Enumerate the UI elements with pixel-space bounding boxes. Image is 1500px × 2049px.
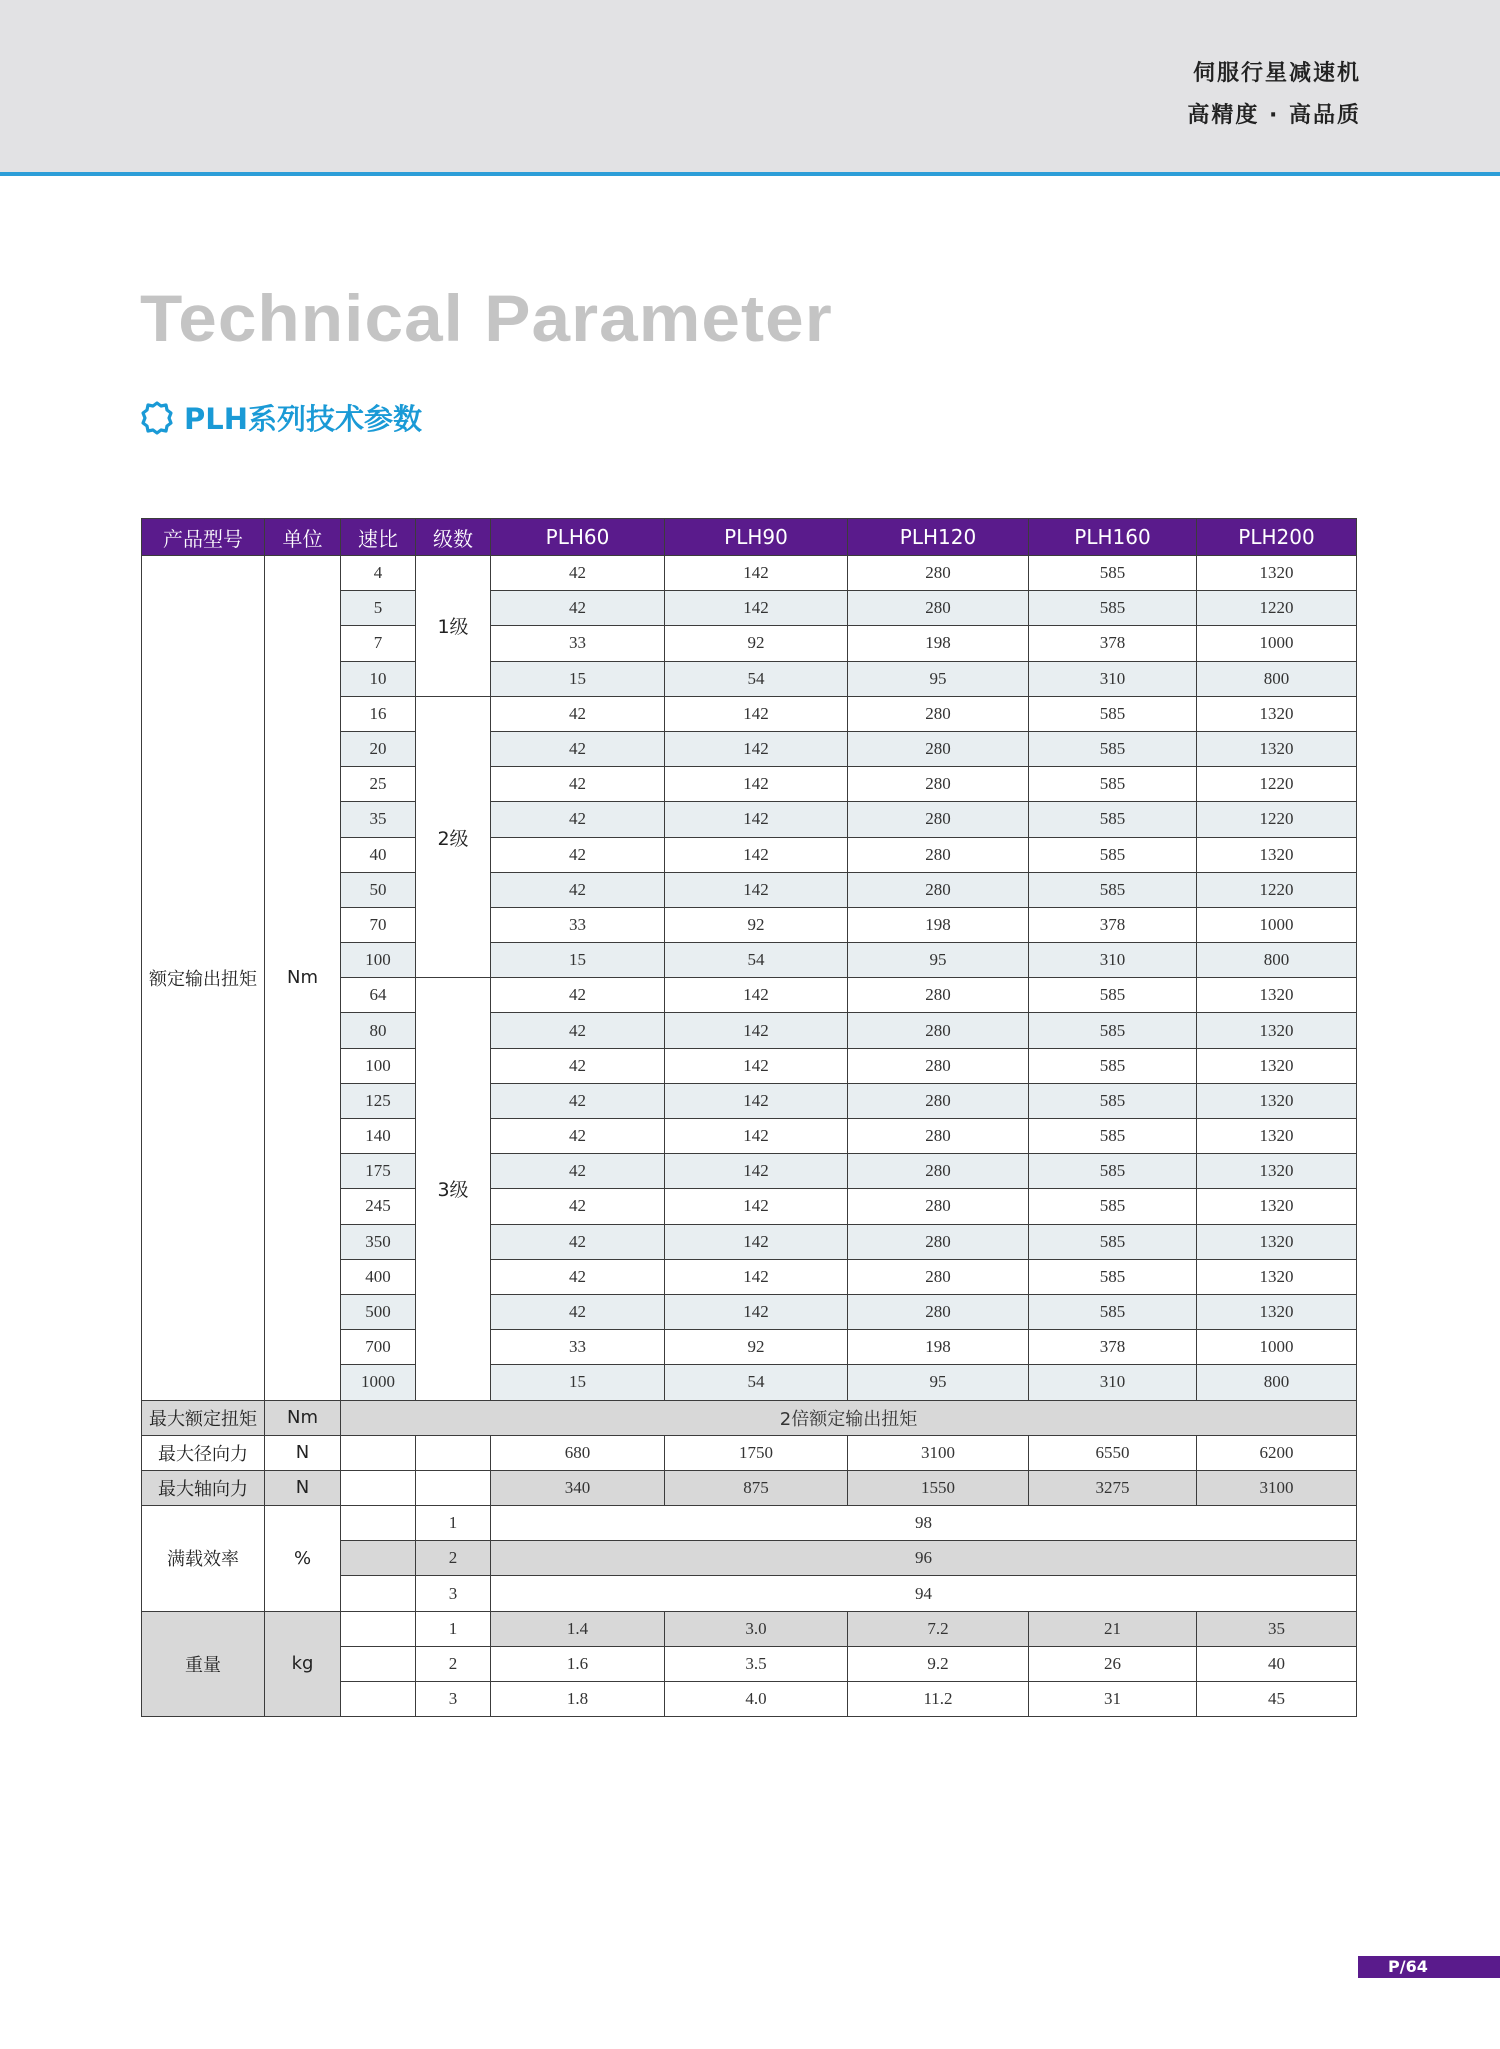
value-cell: 1320 [1197, 1259, 1357, 1294]
spec-table [141, 518, 1357, 1717]
empty-cell [341, 1435, 416, 1470]
ratio-cell: 7 [341, 626, 416, 661]
value-cell: 280 [848, 1119, 1029, 1154]
value-cell: 3.5 [665, 1646, 848, 1681]
value-cell: 33 [491, 1330, 665, 1365]
value-cell: 1320 [1197, 1189, 1357, 1224]
value-cell: 3.0 [665, 1611, 848, 1646]
value-cell: 42 [491, 802, 665, 837]
value-cell: 45 [1197, 1682, 1357, 1717]
value-cell: 280 [848, 731, 1029, 766]
value-cell: 585 [1029, 696, 1197, 731]
table-row [142, 1435, 1357, 1470]
value-cell: 21 [1029, 1611, 1197, 1646]
value-cell: 280 [848, 837, 1029, 872]
empty-cell [341, 1611, 416, 1646]
value-cell: 1320 [1197, 1119, 1357, 1154]
value-cell: 142 [665, 767, 848, 802]
value-cell: 142 [665, 1119, 848, 1154]
value-cell: 95 [848, 1365, 1029, 1400]
value-cell: 280 [848, 978, 1029, 1013]
value-cell: 92 [665, 626, 848, 661]
column-header: PLH60 [491, 519, 665, 556]
value-cell: 875 [665, 1470, 848, 1505]
value-cell: 42 [491, 1294, 665, 1329]
value-cell: 15 [491, 661, 665, 696]
brand-line-1: 伺服行星减速机 [1192, 61, 1361, 86]
value-cell: 54 [665, 1365, 848, 1400]
value-cell: 7.2 [848, 1611, 1029, 1646]
value-cell: 4.0 [665, 1682, 848, 1717]
value-cell: 280 [848, 696, 1029, 731]
ratio-cell: 10 [341, 661, 416, 696]
row-label: 最大额定扭矩 [142, 1400, 265, 1435]
value-cell: 15 [491, 943, 665, 978]
section-title: PLH系列技术参数 [184, 402, 423, 436]
value-cell: 3100 [1197, 1470, 1357, 1505]
value-cell: 1320 [1197, 1224, 1357, 1259]
column-header: PLH200 [1197, 519, 1357, 556]
value-cell: 1320 [1197, 1083, 1357, 1118]
value-cell: 585 [1029, 1048, 1197, 1083]
empty-cell [341, 1541, 416, 1576]
value-cell: 92 [665, 1330, 848, 1365]
ratio-cell: 40 [341, 837, 416, 872]
stage-cell: 3 [416, 1576, 491, 1611]
value-cell: 1220 [1197, 767, 1357, 802]
value-cell: 198 [848, 626, 1029, 661]
value-cell: 280 [848, 1013, 1029, 1048]
ratio-cell: 80 [341, 1013, 416, 1048]
column-header: PLH160 [1029, 519, 1197, 556]
value-cell: 142 [665, 696, 848, 731]
value-cell: 378 [1029, 907, 1197, 942]
value-cell: 1750 [665, 1435, 848, 1470]
value-cell: 280 [848, 1048, 1029, 1083]
merged-description: 2倍额定输出扭矩 [341, 1400, 1357, 1435]
header-band [0, 0, 1500, 172]
column-header: 级数 [416, 519, 491, 556]
value-cell: 800 [1197, 661, 1357, 696]
table-row [142, 1400, 1357, 1435]
ratio-cell: 1000 [341, 1365, 416, 1400]
value-cell: 1220 [1197, 872, 1357, 907]
value-cell: 585 [1029, 767, 1197, 802]
value-cell: 3100 [848, 1435, 1029, 1470]
empty-cell [341, 1646, 416, 1681]
value-cell: 11.2 [848, 1682, 1029, 1717]
ratio-cell: 100 [341, 1048, 416, 1083]
value-cell: 1000 [1197, 907, 1357, 942]
value-cell: 42 [491, 837, 665, 872]
unit-cell: kg [265, 1611, 341, 1717]
value-cell: 142 [665, 837, 848, 872]
value-cell: 142 [665, 978, 848, 1013]
value-cell: 585 [1029, 731, 1197, 766]
ratio-cell: 64 [341, 978, 416, 1013]
value-cell: 310 [1029, 943, 1197, 978]
value-cell: 42 [491, 1083, 665, 1118]
row-label: 最大轴向力 [142, 1470, 265, 1505]
value-cell: 142 [665, 1189, 848, 1224]
value-cell: 142 [665, 556, 848, 591]
table-row [142, 556, 1357, 591]
value-cell: 585 [1029, 1154, 1197, 1189]
value-cell: 585 [1029, 591, 1197, 626]
value-cell: 1320 [1197, 837, 1357, 872]
ratio-cell: 20 [341, 731, 416, 766]
stage-cell: 2 [416, 1541, 491, 1576]
value-cell: 42 [491, 872, 665, 907]
value-cell: 35 [1197, 1611, 1357, 1646]
value-cell: 310 [1029, 661, 1197, 696]
value-cell: 585 [1029, 1189, 1197, 1224]
unit-cell: N [265, 1470, 341, 1505]
ratio-cell: 100 [341, 943, 416, 978]
value-cell: 585 [1029, 872, 1197, 907]
value-cell: 585 [1029, 1083, 1197, 1118]
value-cell: 280 [848, 1224, 1029, 1259]
stage-cell: 3级 [416, 978, 491, 1400]
value-cell: 42 [491, 1013, 665, 1048]
value-cell: 42 [491, 556, 665, 591]
value-cell: 1320 [1197, 696, 1357, 731]
value-cell: 1000 [1197, 626, 1357, 661]
value-cell: 280 [848, 1259, 1029, 1294]
value-cell: 95 [848, 661, 1029, 696]
value-cell: 94 [491, 1576, 1357, 1611]
value-cell: 142 [665, 1259, 848, 1294]
unit-cell: Nm [265, 1400, 341, 1435]
value-cell: 9.2 [848, 1646, 1029, 1681]
value-cell: 280 [848, 591, 1029, 626]
value-cell: 142 [665, 1048, 848, 1083]
unit-cell: % [265, 1506, 341, 1612]
value-cell: 33 [491, 907, 665, 942]
row-label: 满载效率 [142, 1506, 265, 1612]
value-cell: 585 [1029, 978, 1197, 1013]
value-cell: 142 [665, 1083, 848, 1118]
ratio-cell: 50 [341, 872, 416, 907]
value-cell: 6200 [1197, 1435, 1357, 1470]
value-cell: 378 [1029, 626, 1197, 661]
row-label: 最大径向力 [142, 1435, 265, 1470]
column-header: PLH120 [848, 519, 1029, 556]
value-cell: 142 [665, 872, 848, 907]
value-cell: 31 [1029, 1682, 1197, 1717]
row-label: 重量 [142, 1611, 265, 1717]
value-cell: 1220 [1197, 591, 1357, 626]
value-cell: 1320 [1197, 1048, 1357, 1083]
table-row [142, 1470, 1357, 1505]
value-cell: 585 [1029, 802, 1197, 837]
unit-cell: N [265, 1435, 341, 1470]
value-cell: 1.4 [491, 1611, 665, 1646]
value-cell: 800 [1197, 943, 1357, 978]
value-cell: 680 [491, 1435, 665, 1470]
row-label: 额定输出扭矩 [142, 556, 265, 1401]
value-cell: 96 [491, 1541, 1357, 1576]
value-cell: 800 [1197, 1365, 1357, 1400]
ratio-cell: 35 [341, 802, 416, 837]
value-cell: 15 [491, 1365, 665, 1400]
value-cell: 585 [1029, 837, 1197, 872]
value-cell: 280 [848, 1294, 1029, 1329]
value-cell: 42 [491, 767, 665, 802]
ratio-cell: 5 [341, 591, 416, 626]
table-row [142, 1506, 1357, 1541]
value-cell: 378 [1029, 1330, 1197, 1365]
value-cell: 198 [848, 907, 1029, 942]
column-header: 速比 [341, 519, 416, 556]
ratio-cell: 140 [341, 1119, 416, 1154]
value-cell: 42 [491, 1259, 665, 1294]
value-cell: 1000 [1197, 1330, 1357, 1365]
value-cell: 42 [491, 978, 665, 1013]
section-heading [140, 397, 422, 438]
value-cell: 1550 [848, 1470, 1029, 1505]
value-cell: 142 [665, 802, 848, 837]
value-cell: 280 [848, 1083, 1029, 1118]
empty-cell [416, 1470, 491, 1505]
value-cell: 340 [491, 1470, 665, 1505]
value-cell: 54 [665, 661, 848, 696]
gear-outline-icon [140, 401, 174, 435]
empty-cell [341, 1470, 416, 1505]
header-divider [0, 172, 1500, 176]
ratio-cell: 125 [341, 1083, 416, 1118]
value-cell: 142 [665, 591, 848, 626]
value-cell: 585 [1029, 1259, 1197, 1294]
value-cell: 280 [848, 767, 1029, 802]
value-cell: 142 [665, 1224, 848, 1259]
ratio-cell: 700 [341, 1330, 416, 1365]
stage-cell: 2级 [416, 696, 491, 978]
value-cell: 42 [491, 1154, 665, 1189]
empty-cell [416, 1435, 491, 1470]
header-row [142, 519, 1357, 556]
watermark-title: Technical Parameter [140, 281, 833, 355]
value-cell: 1320 [1197, 1013, 1357, 1048]
value-cell: 42 [491, 1189, 665, 1224]
ratio-cell: 16 [341, 696, 416, 731]
ratio-cell: 70 [341, 907, 416, 942]
value-cell: 98 [491, 1506, 1357, 1541]
ratio-cell: 4 [341, 556, 416, 591]
value-cell: 142 [665, 731, 848, 766]
value-cell: 3275 [1029, 1470, 1197, 1505]
value-cell: 42 [491, 1119, 665, 1154]
value-cell: 1320 [1197, 556, 1357, 591]
stage-cell: 1级 [416, 556, 491, 697]
value-cell: 280 [848, 872, 1029, 907]
empty-cell [341, 1682, 416, 1717]
value-cell: 585 [1029, 1294, 1197, 1329]
value-cell: 585 [1029, 556, 1197, 591]
column-header: PLH90 [665, 519, 848, 556]
value-cell: 1320 [1197, 1294, 1357, 1329]
value-cell: 42 [491, 1048, 665, 1083]
column-header: 产品型号 [142, 519, 265, 556]
value-cell: 26 [1029, 1646, 1197, 1681]
column-header: 单位 [265, 519, 341, 556]
value-cell: 6550 [1029, 1435, 1197, 1470]
brand-line-2: 高精度 · 高品质 [1187, 103, 1361, 128]
value-cell: 585 [1029, 1119, 1197, 1154]
empty-cell [341, 1506, 416, 1541]
ratio-cell: 25 [341, 767, 416, 802]
value-cell: 42 [491, 731, 665, 766]
value-cell: 1320 [1197, 731, 1357, 766]
stage-cell: 2 [416, 1646, 491, 1681]
value-cell: 1320 [1197, 1154, 1357, 1189]
value-cell: 280 [848, 556, 1029, 591]
value-cell: 310 [1029, 1365, 1197, 1400]
ratio-cell: 175 [341, 1154, 416, 1189]
stage-cell: 3 [416, 1682, 491, 1717]
value-cell: 142 [665, 1013, 848, 1048]
value-cell: 1.6 [491, 1646, 665, 1681]
value-cell: 585 [1029, 1013, 1197, 1048]
value-cell: 142 [665, 1294, 848, 1329]
value-cell: 40 [1197, 1646, 1357, 1681]
value-cell: 42 [491, 591, 665, 626]
unit-cell: Nm [265, 556, 341, 1401]
value-cell: 280 [848, 802, 1029, 837]
value-cell: 95 [848, 943, 1029, 978]
value-cell: 1220 [1197, 802, 1357, 837]
ratio-cell: 400 [341, 1259, 416, 1294]
ratio-cell: 500 [341, 1294, 416, 1329]
page-number: P/64 [1358, 1956, 1500, 1978]
value-cell: 142 [665, 1154, 848, 1189]
stage-cell: 1 [416, 1611, 491, 1646]
value-cell: 280 [848, 1189, 1029, 1224]
value-cell: 92 [665, 907, 848, 942]
value-cell: 42 [491, 1224, 665, 1259]
value-cell: 280 [848, 1154, 1029, 1189]
ratio-cell: 245 [341, 1189, 416, 1224]
value-cell: 33 [491, 626, 665, 661]
value-cell: 585 [1029, 1224, 1197, 1259]
value-cell: 42 [491, 696, 665, 731]
value-cell: 54 [665, 943, 848, 978]
ratio-cell: 350 [341, 1224, 416, 1259]
value-cell: 198 [848, 1330, 1029, 1365]
value-cell: 1320 [1197, 978, 1357, 1013]
empty-cell [341, 1576, 416, 1611]
value-cell: 1.8 [491, 1682, 665, 1717]
stage-cell: 1 [416, 1506, 491, 1541]
table-row [142, 1611, 1357, 1646]
